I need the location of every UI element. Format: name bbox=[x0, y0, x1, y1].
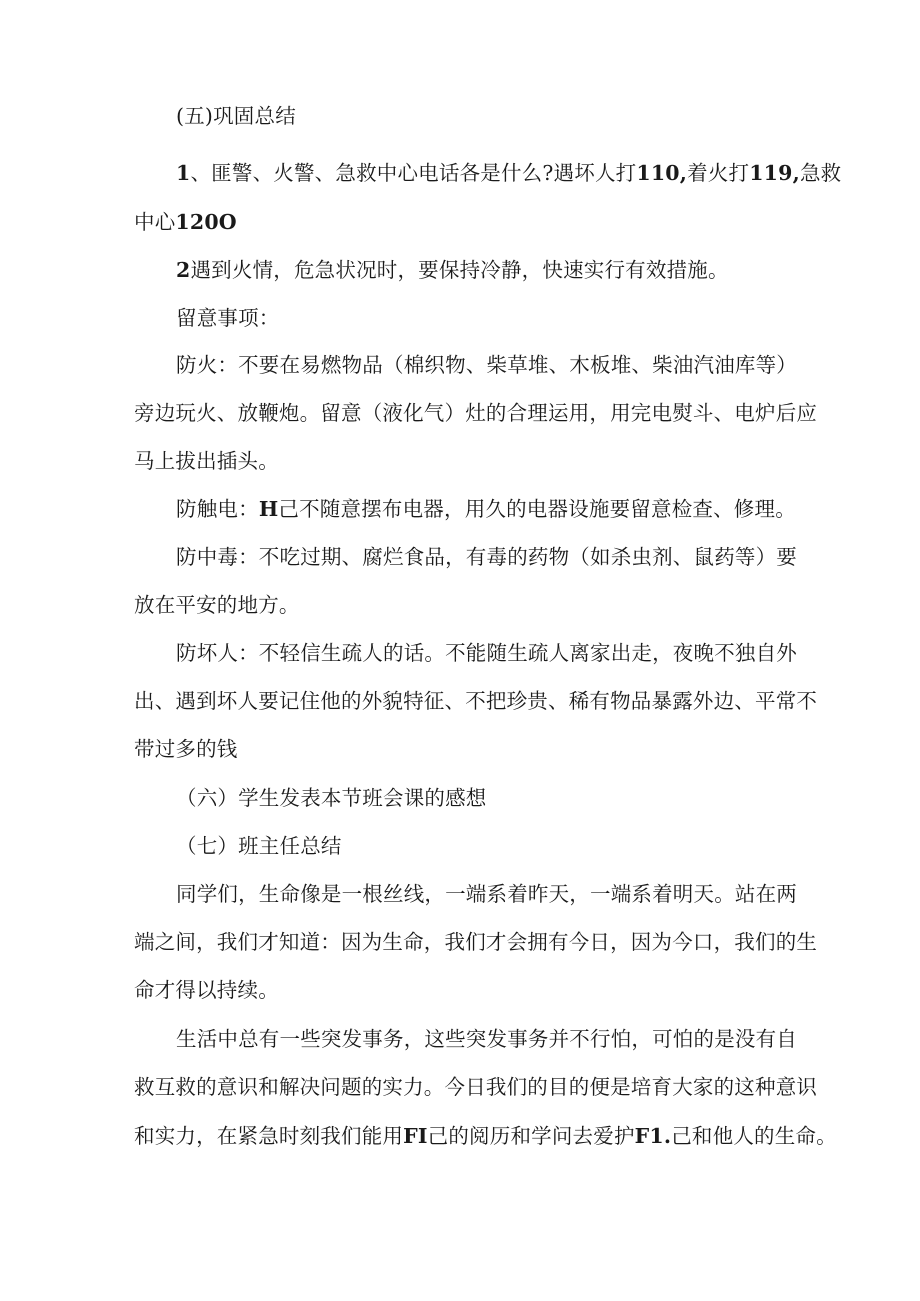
text-segment: H bbox=[258, 497, 279, 521]
paragraph-line: 端之间，我们才知道：因为生命，我们才会拥有今日，因为今口，我们的生 bbox=[134, 930, 818, 954]
paragraph-line: 旁边玩火、放鞭炮。留意（液化气）灶的合理运用，用完电熨斗、电炉后应 bbox=[134, 401, 818, 425]
paragraph-line bbox=[134, 1124, 837, 1148]
text-segment: 己的阅历和学问去爱护 bbox=[427, 1124, 635, 1148]
paragraph-line: 防坏人：不轻信生疏人的话。不能随生疏人离家出走，夜晚不独自外 bbox=[176, 641, 797, 665]
paragraph-line: 放在平安的地方。 bbox=[134, 593, 300, 617]
paragraph-line bbox=[176, 258, 729, 282]
paragraph-line bbox=[176, 161, 841, 185]
paragraph-line: 生活中总有一些突发事务，这些突发事务并不行怕，可怕的是没有自 bbox=[176, 1027, 797, 1051]
text-segment: 遇到火情，危急状况时，要保持冷静，快速实行有效措施。 bbox=[190, 258, 729, 282]
section-heading-student-thoughts: （六）学生发表本节班会课的感想 bbox=[176, 786, 487, 810]
text-segment: 和实力，在紧急时刻我们能用 bbox=[134, 1124, 404, 1148]
paragraph-line: 命才得以持续。 bbox=[134, 978, 279, 1002]
paragraph-line: 出、遇到坏人要记住他的外貌特征、不把珍贵、稀有物品暴露外边、平常不 bbox=[134, 689, 818, 713]
text-segment: FI bbox=[403, 1124, 428, 1148]
text-segment: 防触电： bbox=[176, 497, 259, 521]
paragraph-line: 马上拔出插头。 bbox=[134, 449, 279, 473]
paragraph-line: 救互救的意识和解决问题的实力。今日我们的目的便是培育大家的这种意识 bbox=[134, 1075, 818, 1099]
paragraph-line bbox=[134, 210, 237, 234]
section-heading-notes: 留意事项： bbox=[176, 306, 280, 330]
paragraph-line: 同学们，生命像是一根丝线，一端系着昨天，一端系着明天。站在两 bbox=[176, 882, 797, 906]
phone-number: 119, bbox=[749, 161, 800, 185]
phone-number: 120O bbox=[175, 210, 237, 234]
text-segment: 、匪警、火警、急救中心电话各是什么?遇坏人打 bbox=[190, 161, 637, 185]
list-number: 1 bbox=[176, 161, 191, 185]
text-segment: 着火打 bbox=[687, 161, 750, 185]
phone-number: 110, bbox=[636, 161, 688, 185]
paragraph-line: 防中毒：不吃过期、腐烂食品，有毒的药物（如杀虫剂、鼠药等）要 bbox=[176, 545, 797, 569]
paragraph-line: 带过多的钱 bbox=[134, 737, 238, 761]
list-number: 2 bbox=[176, 258, 191, 282]
text-segment: 己和他人的生命。 bbox=[671, 1124, 837, 1148]
paragraph-line bbox=[176, 497, 796, 521]
section-heading-consolidation: (五)巩固总结 bbox=[176, 104, 296, 128]
text-segment: 中心 bbox=[134, 210, 176, 234]
text-segment: 急救 bbox=[799, 161, 842, 185]
text-segment: 己不随意摆布电器，用久的电器设施要留意检查、修理。 bbox=[278, 497, 796, 521]
paragraph-line: 防火：不要在易燃物品（棉织物、柴草堆、木板堆、柴油汽油库等） bbox=[176, 353, 797, 377]
text-segment: F1. bbox=[634, 1124, 672, 1148]
section-heading-teacher-summary: （七）班主任总结 bbox=[176, 834, 342, 858]
